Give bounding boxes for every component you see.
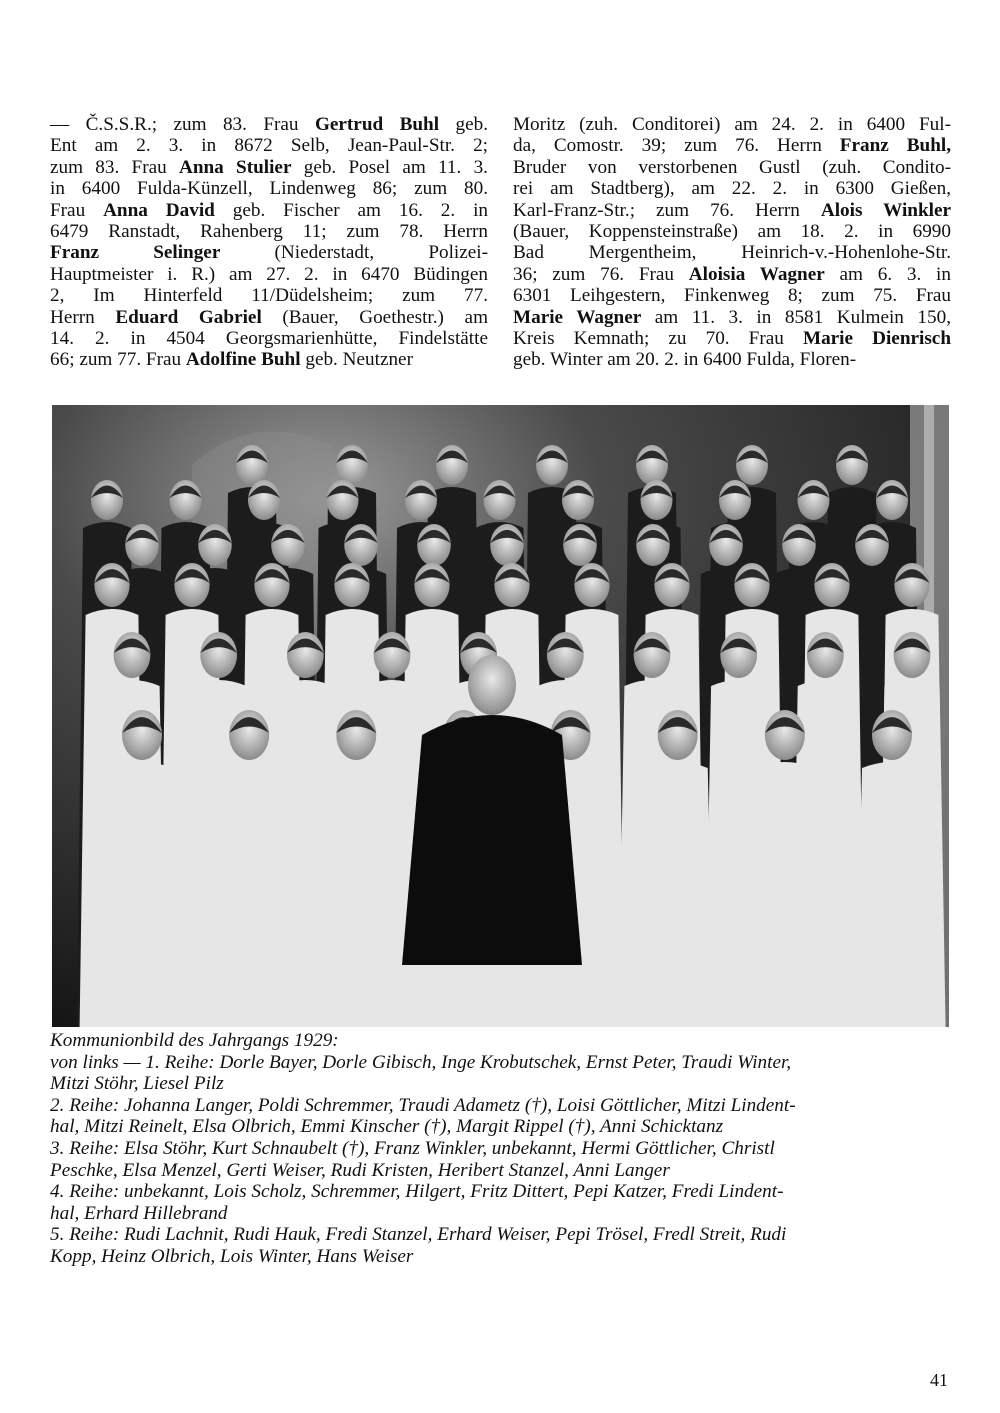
bold-name: Marie Dienrisch bbox=[802, 328, 951, 350]
bold-name: Anna Stulier bbox=[178, 156, 292, 178]
text-run: geb. Fischer am 16. 2. in bbox=[214, 199, 488, 221]
text-line bbox=[513, 264, 951, 285]
text-run: 36; zum 76. Frau bbox=[513, 263, 689, 285]
priest-figure bbox=[402, 715, 582, 965]
text-run: am 11. 3. in 8581 Kulmein 150, bbox=[641, 306, 951, 328]
text-line bbox=[513, 349, 951, 370]
text-run: — Č.S.S.R.; zum 83. Frau bbox=[50, 114, 315, 135]
caption-line: hal, Erhard Hillebrand bbox=[50, 1202, 228, 1224]
text-run: geb. bbox=[439, 114, 488, 135]
caption-line: hal, Mitzi Reinelt, Elsa Olbrich, Emmi Kinscher (†), Margit Rippel (†), Anni Schicktanz bbox=[50, 1116, 724, 1138]
text-line bbox=[50, 242, 488, 263]
bold-name: Marie Wagner bbox=[513, 306, 642, 328]
bold-name: Franz Buhl, bbox=[839, 135, 951, 157]
text-line bbox=[513, 307, 951, 328]
text-run: (Bauer, Goethestr.) am bbox=[261, 306, 488, 328]
text-run: zum 83. Frau bbox=[50, 156, 179, 178]
bold-name: Adolfine Buhl bbox=[185, 349, 301, 371]
text-run: da, Comostr. 39; zum 76. Herrn bbox=[513, 135, 840, 157]
text-line bbox=[50, 307, 488, 328]
text-run: rei am Stadtberg), am 22. 2. in 6300 Gießen, bbox=[513, 178, 951, 200]
text-line bbox=[50, 221, 488, 242]
caption-line: 3. Reihe: Elsa Stöhr, Kurt Schnaubelt (†), Franz Winkler, unbekannt, Hermi Göttlicher, Christl bbox=[50, 1137, 775, 1159]
text-run: 66; zum 77. Frau bbox=[50, 349, 186, 371]
bold-name: Franz Selinger bbox=[50, 242, 221, 264]
text-run: Karl-Franz-Str.; zum 76. Herrn bbox=[513, 199, 821, 221]
text-run: Moritz (zuh. Conditorei) am 24. 2. in 6400 Ful- bbox=[513, 114, 951, 135]
text-line bbox=[50, 328, 488, 349]
bold-name: Gertrud Buhl bbox=[314, 114, 440, 135]
caption-line: von links — 1. Reihe: Dorle Bayer, Dorle Gibisch, Inge Krobutschek, Ernst Peter, Traudi Winter, bbox=[50, 1051, 792, 1073]
text-line bbox=[513, 157, 951, 178]
caption-line: Peschke, Elsa Menzel, Gerti Weiser, Rudi Kristen, Heribert Stanzel, Anni Langer bbox=[50, 1159, 670, 1181]
text-line bbox=[513, 178, 951, 199]
bold-name: Eduard Gabriel bbox=[115, 306, 262, 328]
photo-caption bbox=[50, 1030, 950, 1268]
person-figure bbox=[749, 762, 821, 1027]
text-line bbox=[50, 114, 488, 135]
text-run: 2, Im Hinterfeld 11/Düdelsheim; zum 77. bbox=[50, 285, 488, 307]
person-figure bbox=[320, 762, 392, 1027]
text-run: Ent am 2. 3. in 8672 Selb, Jean-Paul-Str. 2; bbox=[50, 135, 488, 157]
text-run: 6301 Leihgestern, Finkenweg 8; zum 75. Frau bbox=[513, 285, 951, 307]
text-line bbox=[513, 328, 951, 349]
text-run: am 6. 3. in bbox=[824, 263, 951, 285]
text-run: geb. Posel am 11. 3. bbox=[291, 156, 488, 178]
text-run: Frau bbox=[50, 199, 104, 221]
page-number: 41 bbox=[930, 1370, 948, 1390]
person-figure bbox=[106, 762, 178, 1027]
text-run: in 6400 Fulda-Künzell, Lindenweg 86; zum 80. bbox=[50, 178, 488, 200]
text-run: Herrn bbox=[50, 306, 116, 328]
person-figure bbox=[856, 762, 928, 1027]
text-run: Kreis Kemnath; zu 70. Frau bbox=[513, 328, 803, 350]
communion-group-photo bbox=[52, 405, 949, 1027]
text-line bbox=[513, 135, 951, 156]
caption-line: Mitzi Stöhr, Liesel Pilz bbox=[50, 1073, 224, 1095]
text-run: Bad Mergentheim, Heinrich-v.-Hohenlohe-Str. bbox=[513, 242, 951, 264]
text-line bbox=[513, 221, 951, 242]
text-run: geb. Winter am 20. 2. in 6400 Fulda, Floren- bbox=[513, 349, 857, 371]
text-line bbox=[50, 135, 488, 156]
text-run: (Bauer, Koppensteinstraße) am 18. 2. in 6990 bbox=[513, 221, 951, 243]
text-run: (Niederstadt, Polizei- bbox=[220, 242, 488, 264]
group-photo-image bbox=[52, 405, 949, 1027]
bold-name: Anna David bbox=[103, 199, 215, 221]
text-line bbox=[50, 285, 488, 306]
priest-face bbox=[468, 655, 516, 715]
bold-name: Alois Winkler bbox=[820, 199, 951, 221]
text-line bbox=[513, 114, 951, 135]
text-run: 6479 Ranstadt, Rahenberg 11; zum 78. Herrn bbox=[50, 221, 488, 243]
caption-line: Kopp, Heinz Olbrich, Lois Winter, Hans Weiser bbox=[50, 1245, 414, 1267]
left-text-column bbox=[50, 114, 488, 371]
right-text-column bbox=[513, 114, 951, 371]
text-run: geb. Neutzner bbox=[300, 349, 413, 371]
text-line bbox=[50, 157, 488, 178]
person-figure bbox=[213, 762, 285, 1027]
caption-line: 4. Reihe: unbekannt, Lois Scholz, Schremmer, Hilgert, Fritz Dittert, Pepi Katzer, Fredi Lindent- bbox=[50, 1181, 784, 1203]
bold-name: Aloisia Wagner bbox=[688, 263, 825, 285]
caption-line: 5. Reihe: Rudi Lachnit, Rudi Hauk, Fredi Stanzel, Erhard Weiser, Pepi Trösel, Fredl Streit, Rudi bbox=[50, 1224, 787, 1246]
text-line bbox=[513, 285, 951, 306]
text-line bbox=[50, 200, 488, 221]
caption-line: Kommunionbild des Jahrgangs 1929: bbox=[50, 1030, 339, 1051]
text-line bbox=[513, 242, 951, 263]
person-figure bbox=[642, 762, 714, 1027]
text-line bbox=[50, 264, 488, 285]
text-run: 14. 2. in 4504 Georgsmarienhütte, Findelstätte bbox=[50, 328, 488, 350]
text-run: Hauptmeister i. R.) am 27. 2. in 6470 Büdingen bbox=[50, 263, 488, 285]
text-line bbox=[50, 349, 488, 370]
text-run: Bruder von verstorbenen Gustl (zuh. Condito- bbox=[513, 156, 951, 178]
text-line bbox=[50, 178, 488, 199]
text-line bbox=[513, 200, 951, 221]
caption-line: 2. Reihe: Johanna Langer, Poldi Schremmer, Traudi Adametz (†), Loisi Göttlicher, Mitzi Lindent- bbox=[50, 1094, 796, 1116]
